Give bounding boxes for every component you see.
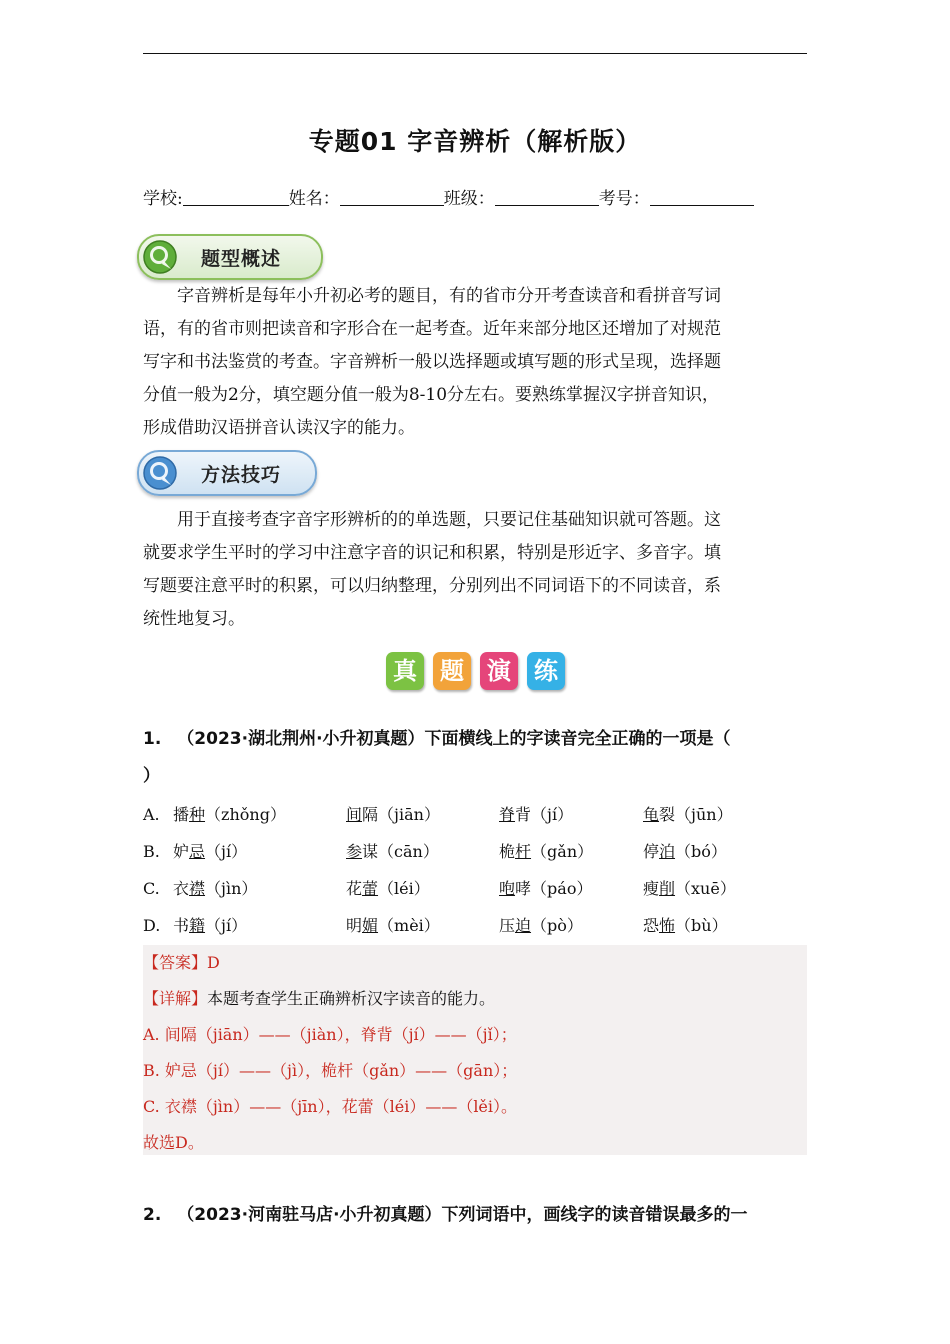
answer-line: 【答案】D <box>143 953 220 972</box>
pinyin: （jūn） <box>675 805 733 824</box>
overview-line-4: 分值一般为2分，填空题分值一般为8-10分左右。要熟练掌握汉字拼音知识， <box>143 385 720 405</box>
name-label: 姓名： <box>288 189 340 209</box>
name-blank[interactable] <box>340 187 444 206</box>
detail-line-a: A. 间隔（jiān）——（jiàn），脊背（jí）——（jǐ）； <box>143 1025 517 1044</box>
underlined-char: 参 <box>346 842 363 861</box>
option-letter: C. <box>143 879 160 898</box>
underlined-char: 籍 <box>189 916 206 935</box>
student-info-line <box>143 184 807 209</box>
header-rule <box>143 53 807 54</box>
underlined-char: 泊 <box>659 842 676 861</box>
option-word: 咆哮（páo） <box>499 879 593 898</box>
option-letter: B. <box>143 842 160 861</box>
method-line-3: 写题要注意平时的积累，可以归纳整理，分别列出不同词语下的不同读音，系 <box>143 576 721 596</box>
pinyin: （jí） <box>205 916 248 935</box>
option-word: 花蕾（léi） <box>346 879 430 898</box>
practice-tile-4: 练 <box>527 652 565 690</box>
option-row[interactable] <box>143 874 807 904</box>
option-word: 播种（zhǒng） <box>173 805 286 824</box>
pinyin: （léi） <box>378 879 430 898</box>
question-2 <box>143 1197 807 1234</box>
underlined-char: 蕾 <box>362 879 379 898</box>
pinyin: （páo） <box>531 879 593 898</box>
detail-line-b: B. 妒忌（jí）——（jì），桅杆（gǎn）——（gān）； <box>143 1061 518 1080</box>
method-paragraph <box>143 504 807 636</box>
underlined-char: 间 <box>346 805 363 824</box>
question-1-line-2: ） <box>143 766 160 786</box>
option-word: 参谋（cān） <box>346 842 439 861</box>
overview-line-3: 写字和书法鉴赏的考查。字音辨析一般以选择题或填写题的形式呈现，选择题 <box>143 352 721 372</box>
option-word: 瘦削（xuē） <box>643 879 736 898</box>
underlined-char: 脊 <box>499 805 516 824</box>
option-word: 妒忌（jí） <box>173 842 248 861</box>
pinyin: （bó） <box>675 842 727 861</box>
practice-heading <box>386 652 565 692</box>
page-title: 专题01 字音辨析（解析版） <box>308 127 642 156</box>
class-label: 班级： <box>443 189 495 209</box>
school-blank[interactable] <box>183 187 289 206</box>
underlined-char: 迫 <box>515 916 532 935</box>
practice-tile-3: 演 <box>480 652 518 690</box>
pinyin: （zhǒng） <box>205 805 286 824</box>
pinyin: （pò） <box>531 916 583 935</box>
underlined-char: 媚 <box>362 916 379 935</box>
underlined-char: 杆 <box>515 842 532 861</box>
answer-box <box>143 945 807 1155</box>
method-label: 方法技巧 <box>201 464 282 486</box>
underlined-char: 怖 <box>659 916 676 935</box>
option-letter: A. <box>143 805 160 824</box>
method-line-4: 统性地复习。 <box>143 609 245 629</box>
underlined-char: 襟 <box>189 879 206 898</box>
option-word: 间隔（jiān） <box>346 805 440 824</box>
option-word: 恐怖（bù） <box>643 916 728 935</box>
speech-bubble-icon <box>142 239 178 275</box>
detail-line: 【详解】本题考查学生正确辨析汉字读音的能力。 <box>143 989 496 1008</box>
overview-line-1: 字音辨析是每年小升初必考的题目，有的省市分开考查读音和看拼音写词 <box>177 286 721 306</box>
option-word: 龟裂（jūn） <box>643 805 733 824</box>
pinyin: （jí） <box>205 842 248 861</box>
overview-banner <box>137 234 323 280</box>
overview-line-2: 语，有的省市则把读音和字形合在一起考查。近年来部分地区还增加了对规范 <box>143 319 721 339</box>
option-word: 衣襟（jìn） <box>173 879 258 898</box>
underlined-char: 龟 <box>643 805 660 824</box>
option-letter: D. <box>143 916 161 935</box>
option-word: 压迫（pò） <box>499 916 583 935</box>
pinyin: （xuē） <box>675 879 736 898</box>
option-word: 停泊（bó） <box>643 842 727 861</box>
pinyin: （jí） <box>531 805 574 824</box>
detail-line-c: C. 衣襟（jìn）——（jīn），花蕾（léi）——（lěi）。 <box>143 1097 518 1116</box>
option-row[interactable] <box>143 911 807 941</box>
overview-line-5: 形成借助汉语拼音认读汉字的能力。 <box>143 418 415 438</box>
practice-tile-2: 题 <box>433 652 471 690</box>
exam-no-label: 考号： <box>598 189 650 209</box>
speech-bubble-icon <box>142 455 178 491</box>
option-word: 书籍（jí） <box>173 916 248 935</box>
underlined-char: 咆 <box>499 879 516 898</box>
option-word: 明媚（mèi） <box>346 916 440 935</box>
option-row[interactable] <box>143 837 807 867</box>
conclusion-line: 故选D。 <box>143 1133 204 1152</box>
school-label: 学校: <box>143 189 183 209</box>
pinyin: （jiān） <box>378 805 440 824</box>
pinyin: （mèi） <box>378 916 440 935</box>
method-line-2: 就要求学生平时的学习中注意字音的识记和积累，特别是形近字、多音字。填 <box>143 543 721 563</box>
pinyin: （jìn） <box>205 879 258 898</box>
pinyin: （gǎn） <box>531 842 594 861</box>
overview-paragraph <box>143 280 807 445</box>
overview-label: 题型概述 <box>201 248 282 270</box>
exam-no-blank[interactable] <box>650 187 754 206</box>
underlined-char: 忌 <box>189 842 206 861</box>
option-word: 桅杆（gǎn） <box>499 842 594 861</box>
underlined-char: 削 <box>659 879 676 898</box>
pinyin: （cān） <box>378 842 439 861</box>
pinyin: （bù） <box>675 916 728 935</box>
question-1 <box>143 721 807 795</box>
option-row[interactable] <box>143 800 807 830</box>
method-line-1: 用于直接考查字音字形辨析的的单选题，只要记住基础知识就可答题。这 <box>177 510 721 530</box>
class-blank[interactable] <box>495 187 599 206</box>
practice-tile-1: 真 <box>386 652 424 690</box>
method-banner <box>137 450 317 496</box>
option-word: 脊背（jí） <box>499 805 574 824</box>
underlined-char: 种 <box>189 805 206 824</box>
question-1-line-1: 1. （2023·湖北荆州·小升初真题）下面横线上的字读音完全正确的一项是（ <box>143 729 731 749</box>
question-2-line-1: 2. （2023·河南驻马店·小升初真题）下列词语中，画线字的读音错误最多的一 <box>143 1205 748 1225</box>
